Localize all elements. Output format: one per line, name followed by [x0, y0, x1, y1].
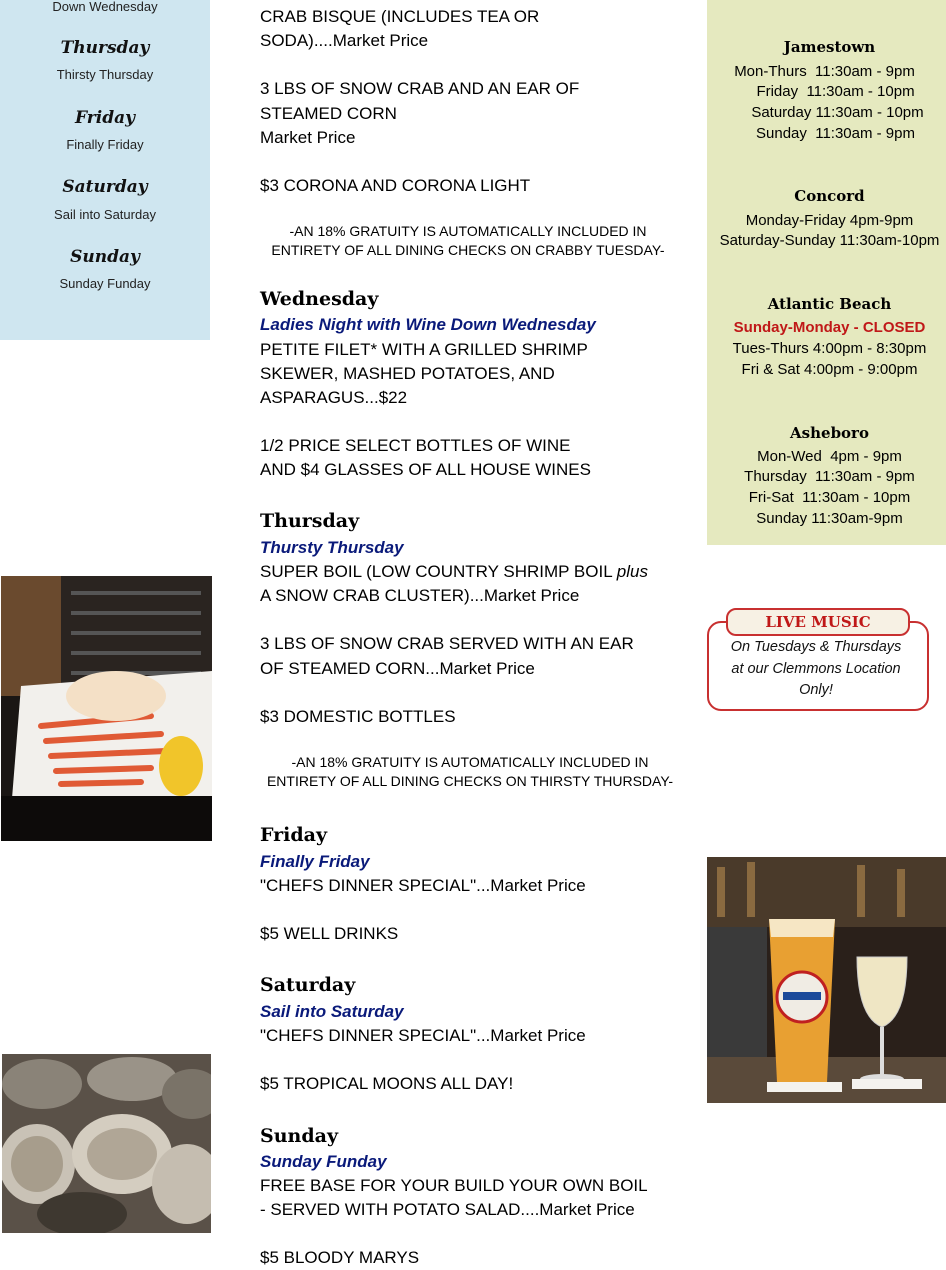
location-name-jamestown: Jamestown — [783, 38, 876, 56]
oysters-photo — [2, 1054, 211, 1233]
menu-text: $5 WELL DRINKS — [260, 924, 399, 943]
sidebar-friday-subtitle[interactable]: Finally Friday — [66, 137, 144, 152]
menu-text: $5 BLOODY MARYS — [260, 1248, 420, 1267]
hours-line: Saturday-Sunday 11:30am-10pm — [719, 232, 940, 249]
live-music-line: Only! — [799, 682, 833, 698]
menu-text: OF STEAMED CORN...Market Price — [260, 659, 535, 678]
menu-text: $5 TROPICAL MOONS ALL DAY! — [260, 1074, 514, 1093]
menu-text — [260, 560, 680, 584]
thursday-promo: Thursty Thursday — [260, 538, 404, 557]
sunday-heading: Sunday — [260, 1125, 338, 1147]
snow-crab-photo — [1, 576, 212, 841]
menu-text: FREE BASE FOR YOUR BUILD YOUR OWN BOIL — [260, 1176, 648, 1195]
menu-text: "CHEFS DINNER SPECIAL"...Market Price — [260, 876, 586, 895]
live-music-text — [712, 637, 920, 702]
menu-text: 1/2 PRICE SELECT BOTTLES OF WINE — [260, 436, 571, 455]
location-name-concord: Concord — [794, 187, 865, 205]
sunday-promo: Sunday Funday — [260, 1152, 387, 1171]
hours-line: Fri & Sat 4:00pm - 9:00pm — [741, 361, 918, 378]
live-music-line: at our Clemmons Location — [731, 660, 901, 677]
gratuity-note: -AN 18% GRATUITY IS AUTOMATICALLY INCLUDED IN — [289, 223, 647, 239]
wednesday-heading: Wednesday — [260, 288, 379, 310]
menu-text: AND $4 GLASSES OF ALL HOUSE WINES — [260, 460, 591, 479]
live-music-line: On Tuesdays & Thursdays — [730, 639, 902, 655]
menu-text: $3 CORONA AND CORONA LIGHT — [260, 176, 531, 195]
location-name-atlantic-beach: Atlantic Beach — [767, 295, 892, 313]
menu-text: "CHEFS DINNER SPECIAL"...Market Price — [260, 1026, 586, 1045]
hours-line: Friday 11:30am - 10pm — [756, 83, 915, 100]
hours-line: Sunday 11:30am - 9pm — [756, 125, 915, 142]
menu-text: SKEWER, MASHED POTATOES, AND — [260, 364, 555, 383]
gratuity-note: ENTIRETY OF ALL DINING CHECKS ON CRABBY TUESDAY- — [271, 242, 665, 258]
location-name-asheboro: Asheboro — [790, 424, 869, 442]
beer-and-wine-photo — [707, 857, 946, 1103]
hours-line: Mon-Thurs 11:30am - 9pm — [734, 63, 915, 80]
weekly-specials-sidebar — [0, 0, 210, 340]
sidebar-saturday-subtitle[interactable]: Sail into Saturday — [54, 207, 156, 222]
sidebar-thursday-subtitle[interactable]: Thirsty Thursday — [56, 67, 154, 82]
menu-text: SODA)....Market Price — [260, 31, 429, 50]
hours-line: Mon-Wed 4pm - 9pm — [757, 448, 902, 465]
wednesday-promo: Ladies Night with Wine Down Wednesday — [260, 315, 596, 334]
menu-text-emphasis: plus — [616, 562, 648, 581]
menu-text: Market Price — [260, 128, 356, 147]
hours-line: Monday-Friday 4pm-9pm — [745, 212, 914, 229]
sidebar-sunday-subtitle[interactable]: Sunday Funday — [59, 276, 151, 291]
menu-text: 3 LBS OF SNOW CRAB AND AN EAR OF — [260, 79, 580, 98]
menu-text: CRAB BISQUE (INCLUDES TEA OR — [260, 7, 540, 26]
sidebar-thursday-link[interactable]: Thursday — [60, 38, 150, 58]
menu-text: PETITE FILET* WITH A GRILLED SHRIMP — [260, 340, 588, 359]
menu-text: $3 DOMESTIC BOTTLES — [260, 707, 456, 726]
saturday-promo: Sail into Saturday — [260, 1002, 404, 1021]
hours-line: Thursday 11:30am - 9pm — [744, 468, 915, 485]
sidebar-sunday-link[interactable]: Sunday — [70, 247, 140, 267]
live-music-title: LIVE MUSIC — [726, 608, 910, 636]
hours-line: Fri-Sat 11:30am - 10pm — [748, 489, 911, 506]
sidebar-wednesday-subtitle[interactable]: Down Wednesday — [52, 0, 158, 14]
hours-line: Saturday 11:30am - 10pm — [751, 104, 924, 121]
gratuity-note: -AN 18% GRATUITY IS AUTOMATICALLY INCLUDED IN — [291, 754, 649, 770]
menu-text: STEAMED CORN — [260, 104, 397, 123]
hours-line: Tues-Thurs 4:00pm - 8:30pm — [732, 340, 927, 357]
menu-text: ASPARAGUS...$22 — [260, 388, 408, 407]
hours-line: Sunday 11:30am-9pm — [756, 510, 903, 527]
closed-notice: Sunday-Monday - CLOSED — [733, 319, 926, 336]
gratuity-note: ENTIRETY OF ALL DINING CHECKS ON THIRSTY THURSDAY- — [266, 773, 674, 789]
menu-text: 3 LBS OF SNOW CRAB SERVED WITH AN EAR — [260, 634, 634, 653]
menu-text-part: SUPER BOIL (LOW COUNTRY SHRIMP BOIL — [260, 562, 617, 581]
menu-text: A SNOW CRAB CLUSTER)...Market Price — [260, 586, 580, 605]
friday-promo: Finally Friday — [260, 852, 370, 871]
sidebar-friday-link[interactable]: Friday — [75, 108, 135, 128]
thursday-heading: Thursday — [260, 510, 360, 532]
menu-text: - SERVED WITH POTATO SALAD....Market Price — [260, 1200, 635, 1219]
sidebar-saturday-link[interactable]: Saturday — [62, 177, 148, 197]
saturday-heading: Saturday — [260, 974, 356, 996]
friday-heading: Friday — [260, 824, 328, 846]
